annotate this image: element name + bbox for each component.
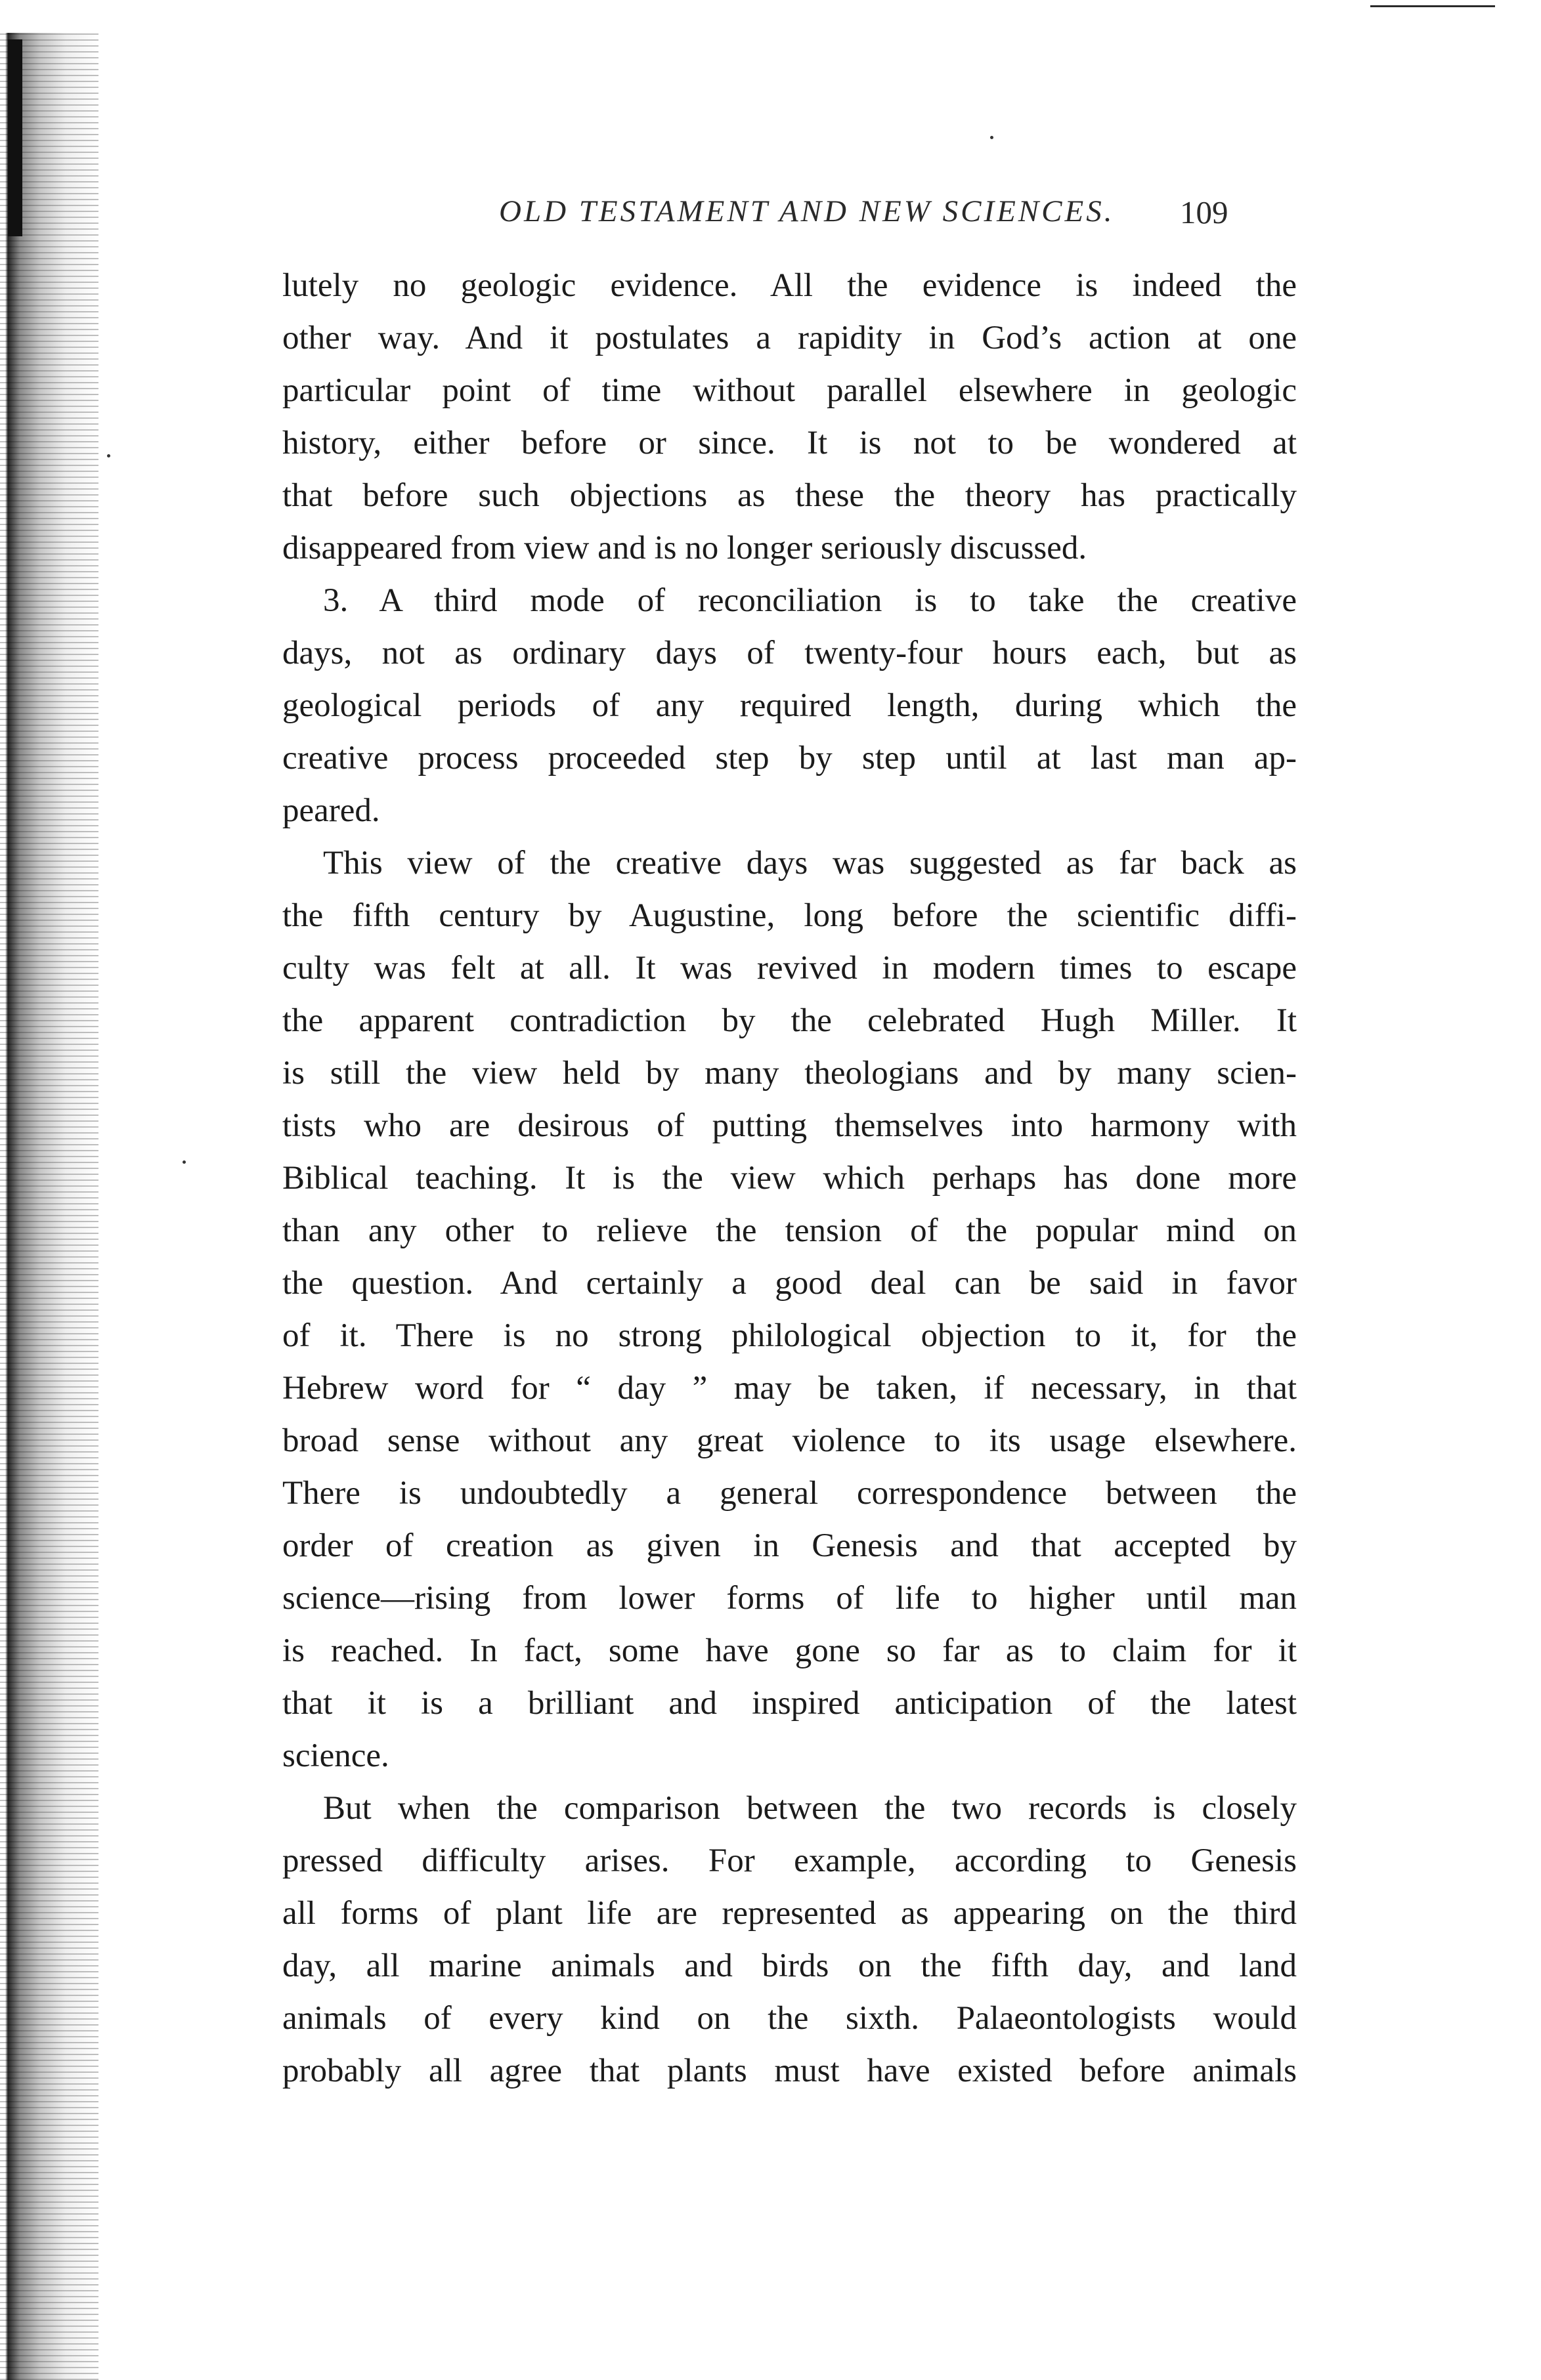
text-line: history, either before or since. It is not to be wondered at: [282, 425, 1297, 461]
body-text: [282, 259, 1297, 2097]
print-speck: [183, 1160, 186, 1164]
text-line: pressed difficulty arises. For example, according to Genesis: [282, 1842, 1297, 1879]
text-line: There is undoubtedly a general correspondence between the: [282, 1475, 1297, 1512]
print-speck: [990, 136, 993, 139]
paragraph-start-line: 3. A third mode of reconciliation is to take the creative: [323, 582, 1297, 619]
paragraph-start-line: This view of the creative days was suggested as far back as: [323, 845, 1297, 882]
print-speck: [107, 454, 110, 457]
text-line: Hebrew word for “ day ” may be taken, if necessary, in that: [282, 1370, 1297, 1407]
paragraph-start-line: But when the comparison between the two records is closely: [323, 1790, 1297, 1827]
page-number: 109: [1180, 194, 1228, 230]
text-line: order of creation as given in Genesis and that accepted by: [282, 1527, 1297, 1564]
text-line: the apparent contradiction by the celebrated Hugh Miller. It: [282, 1002, 1297, 1039]
text-line: broad sense without any great violence to its usage elsewhere.: [282, 1422, 1297, 1459]
text-line: probably all agree that plants must have existed before animals: [282, 2052, 1297, 2089]
running-head: OLD TESTAMENT AND NEW SCIENCES.: [499, 194, 1115, 228]
text-line: geological periods of any required length, during which the: [282, 687, 1297, 724]
text-line: other way. And it postulates a rapidity in God’s action at one: [282, 320, 1297, 356]
text-line: disappeared from view and is no longer seriously discussed.: [282, 530, 1087, 566]
text-line: is still the view held by many theologians and by many scien-: [282, 1055, 1297, 1092]
text-line: science.: [282, 1737, 389, 1774]
text-line: culty was felt at all. It was revived in modern times to escape: [282, 950, 1297, 987]
text-line: the question. And certainly a good deal can be said in favor: [282, 1265, 1297, 1302]
text-line: Biblical teaching. It is the view which perhaps has done more: [282, 1160, 1297, 1197]
text-line: than any other to relieve the tension of the popular mind on: [282, 1212, 1297, 1249]
text-line: creative process proceeded step by step until at last man ap-: [282, 740, 1297, 776]
text-line: particular point of time without parallel elsewhere in geologic: [282, 372, 1297, 409]
text-line: lutely no geologic evidence. All the evidence is indeed the: [282, 267, 1297, 304]
text-line: that before such objections as these the theory has practically: [282, 477, 1297, 514]
text-line: all forms of plant life are represented as appearing on the third: [282, 1895, 1297, 1932]
text-line: the fifth century by Augustine, long before the scientific diffi-: [282, 897, 1297, 934]
text-line: animals of every kind on the sixth. Palaeontologists would: [282, 2000, 1297, 2037]
text-line: tists who are desirous of putting themselves into harmony with: [282, 1107, 1297, 1144]
text-line: day, all marine animals and birds on the fifth day, and land: [282, 1947, 1297, 1984]
page-binding-edge: [0, 33, 98, 2380]
binding-shadow: [8, 39, 22, 236]
text-line: science—rising from lower forms of life to higher until man: [282, 1580, 1297, 1617]
text-line: peared.: [282, 792, 380, 829]
text-line: days, not as ordinary days of twenty-four hours each, but as: [282, 635, 1297, 671]
top-rule: [1370, 5, 1495, 7]
text-line: is reached. In fact, some have gone so far as to claim for it: [282, 1632, 1297, 1669]
text-line: of it. There is no strong philological objection to it, for the: [282, 1317, 1297, 1354]
text-line: that it is a brilliant and inspired anticipation of the latest: [282, 1685, 1297, 1722]
